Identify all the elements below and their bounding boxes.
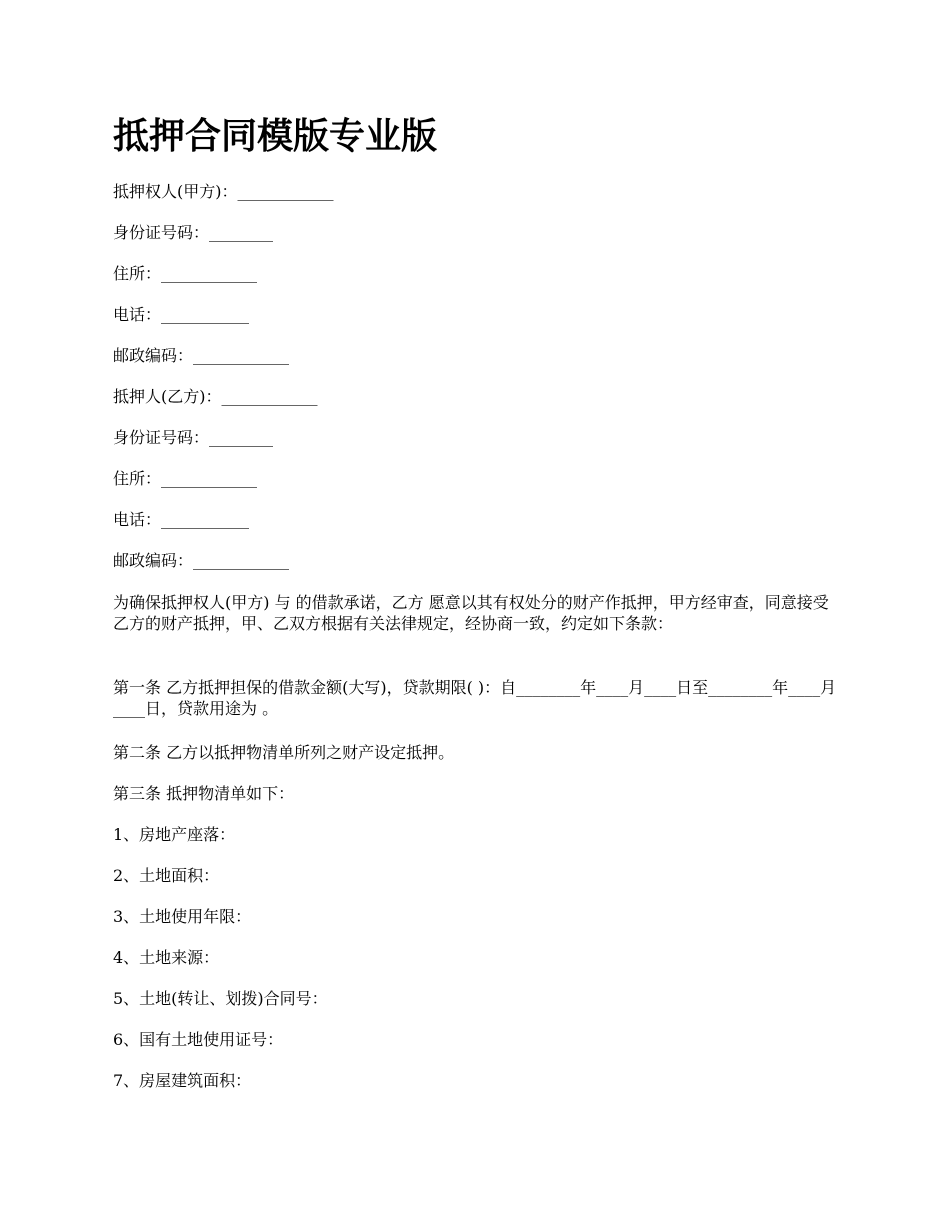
article-3: 第三条 抵押物清单如下：	[113, 784, 295, 803]
mortgagee-address-field: 住所：____________	[113, 264, 258, 283]
mortgagor-postcode-field: 邮政编码：____________	[113, 551, 290, 570]
mortgagee-phone-field: 电话：___________	[113, 305, 250, 324]
article-1: 第一条 乙方抵押担保的借款金额(大写)，贷款期限( )：自________年____月____日至________年____月____日，贷款用途为 。	[113, 678, 837, 718]
list-item: 2、土地面积：	[113, 866, 220, 885]
list-item: 5、土地(转让、划拨)合同号：	[113, 989, 328, 1008]
list-item: 6、国有土地使用证号：	[113, 1030, 284, 1049]
mortgagee-postcode-field: 邮政编码：____________	[113, 346, 290, 365]
mortgagor-address-field: 住所：____________	[113, 469, 258, 488]
mortgagee-id-field: 身份证号码：________	[113, 223, 274, 242]
intro-paragraph: 为确保抵押权人(甲方) 与 的借款承诺，乙方 愿意以其有权处分的财产作抵押，甲方经审查，同意接受乙方的财产抵押，甲、乙双方根据有关法律规定，经协商一致，约定如下条款：	[113, 593, 829, 633]
mortgagor-name-field: 抵押人(乙方)：____________	[113, 387, 318, 406]
list-item: 7、房屋建筑面积：	[113, 1071, 252, 1090]
list-item: 4、土地来源：	[113, 948, 220, 967]
mortgagee-name-field: 抵押权人(甲方)：____________	[113, 182, 334, 201]
list-item: 3、土地使用年限：	[113, 907, 252, 926]
mortgagor-phone-field: 电话：___________	[113, 510, 250, 529]
mortgagor-id-field: 身份证号码：________	[113, 428, 274, 447]
list-item: 1、房地产座落：	[113, 825, 236, 844]
article-2: 第二条 乙方以抵押物清单所列之财产设定抵押。	[113, 743, 455, 762]
document-title: 抵押合同模版专业版	[113, 115, 438, 157]
